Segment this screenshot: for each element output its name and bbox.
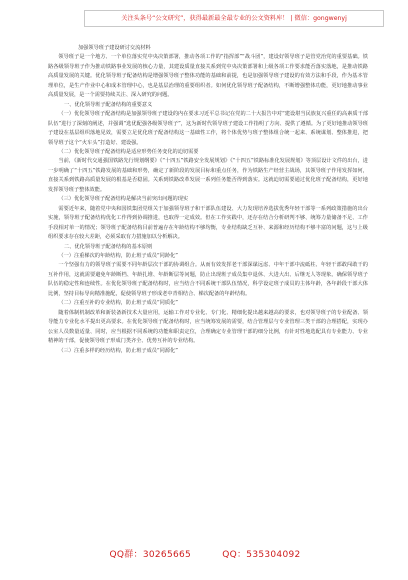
promo-banner xyxy=(84,10,384,27)
footer-qq: QQ：535304092 xyxy=(222,550,301,560)
section-heading-2: 二、优化领导班子配备结构的基本原则 xyxy=(64,243,153,250)
footer-qq-group: QQ群：30265665 xyxy=(109,550,192,560)
paragraph-2-1: 一个坚强有力的领导班子需要不同年龄层次干部的协调组合。从而有效发挥老干部深谋远虑、中年干部中流砥柱、年轻干部敢闯敢干的互补作用，这就需要避免年龄断档、年龄扎堆、年龄断层等问题，防止出现班子成员集中退休、大进大出、后继无人等现象。确保领导班子队伍的稳定性和连续性。在优化领导班子配备结构时，应当结合不同系统干部队伍情况，科学设定班子成员的主体年龄，各年龄段干部大体比例，坚持目标导向精准施配，促使领导班子形成老中青相结合、梯次配备的年龄结构。 xyxy=(48,262,368,297)
paragraph-1-2: 当前，《新时代交通强国铁路先行规划纲要》《“十四五”铁路安全发展规划》《“十四五”铁路标准化发展规划》等顶层设计文件的出台，进一步明确了“十四五”铁路发展的基础和形势，确定了新阶段的发展目标和重点任务，作为铁路生产经营主战场，其领导班子作用发挥如何，直接关系到铁路高质量发展的根基是否稳固。关系到铁路改革发展一系列任务能否得到落实。这就迫切需要通过优化班子配备结构，更好地发挥领导班子整体效能。 xyxy=(48,158,368,193)
paragraph-2-2: 随着体制机制改革和新装备新技术大量应用，运输工作对专业化、专门化、精细化提出越来越高的要求，也对领导班子的专业配备、领导能力专业化水平提出更高要求。在优化领导班子配备结构时，应当统筹发展的需要，结合管理层与专业管理三类干部的合理搭配，实现办公室人员数量适量、同时，应当根据不同系统的功能和职责定位，合理确定专业管理干部的细分比例，有针对性地选配具有专业能力、专业精神的干部，促使领导班子形成门类齐全、优势互补的专业结构。 xyxy=(48,309,368,345)
document-title: 加强领导班子建设研讨交流材料 xyxy=(78,45,151,51)
document-body xyxy=(48,44,368,539)
paragraph-intro: 领导班子是一个地方、一个单位落实党中央决策部署，推动各项工作的“指挥部”“战斗团”，建设好领导班子是管党治党的重要基础。铁路各级领导班子作为推动铁路事业发展的核心力量，其建设质量直接关系到党中央决策部署和上级各项工作要求能否落实落地，是推动铁路高质量发展的关键。优化领导班子配备结构是增强领导班子整体功能的基础和前提，也是加强领导班子建设的有效方法和手段，作为基本管理单位，是生产作业中心和成本管理中心，也是基层治理的重要组织者。如何优化领导班子配备结构，不断增强整体功能，更好地推动事业高质量发展，是一个需要持续关注、深入研究的问题。 xyxy=(48,54,368,99)
subheading-2-2: （二）注重互补的专业结构，防止班子成员“同质化” xyxy=(58,300,178,307)
banner-separator: | xyxy=(290,15,293,22)
paragraph-1-1: （一）优化领导班子配备结构是加强领导班子建设的内在要求习近平总书记在党的二十大报告中对“建设堪当民族复兴重任的高素质干部队伍”进行了深刻的阐述，并强调“选优配强各级领导班子”，这为新时代领导班子建设工作指明了方向、提供了遵循。为了更好地推动领导班子建设在基层组织落地见效，需要立足优化班子配备结构这一基础性工作，将个体优势与班子整体组合统一起来、系统谋划、整体推进，把领导班子这个“火车头”打造好、建设强。 xyxy=(48,111,368,146)
subheading-1-2: （二）优化领导班子配备结构是适应形势任务变化的迫切需要 xyxy=(58,148,199,155)
banner-promo-text: 关注头条号“公文研究”，获得最新最全最专业的公文资料库！ xyxy=(121,15,289,22)
section-heading-1: 一、优化领导班子配备结构的重要意义 xyxy=(64,101,153,108)
subheading-1-3: （三）优化领导班子配备结构是解决当前突出问题的现实 xyxy=(58,196,189,203)
subheading-2-3: （三）注重多样的经历结构，防止班子成员“同源化” xyxy=(58,347,178,354)
banner-wechat-text: 微信：gongwenyj xyxy=(294,15,347,22)
paragraph-1-3: 需要近年来，随着党中央和国铁集团党组关于加强领导班子和干部队伍建设、大力发现培养选拔优秀年轻干部等一系列政策措施的出台实施，领导班子配备结构优化工作得到协调推进，也取得一定成效。但在工作实践中，还存在结合分析研判不够、统筹力量储备不足、工作手段相对单一的情况；领导班子配备结构目前普遍存在年龄结构不够均衡，专业结构缺乏互补、来源和经历结构不够丰富的问题，这与上级组织要求存在较大差距，必须采取有力措施加以分析解决。 xyxy=(48,205,368,241)
footer-contact xyxy=(40,548,370,562)
subheading-2-1: （一）注重梯次的年龄结构，防止班子成员“同龄化” xyxy=(58,252,178,259)
